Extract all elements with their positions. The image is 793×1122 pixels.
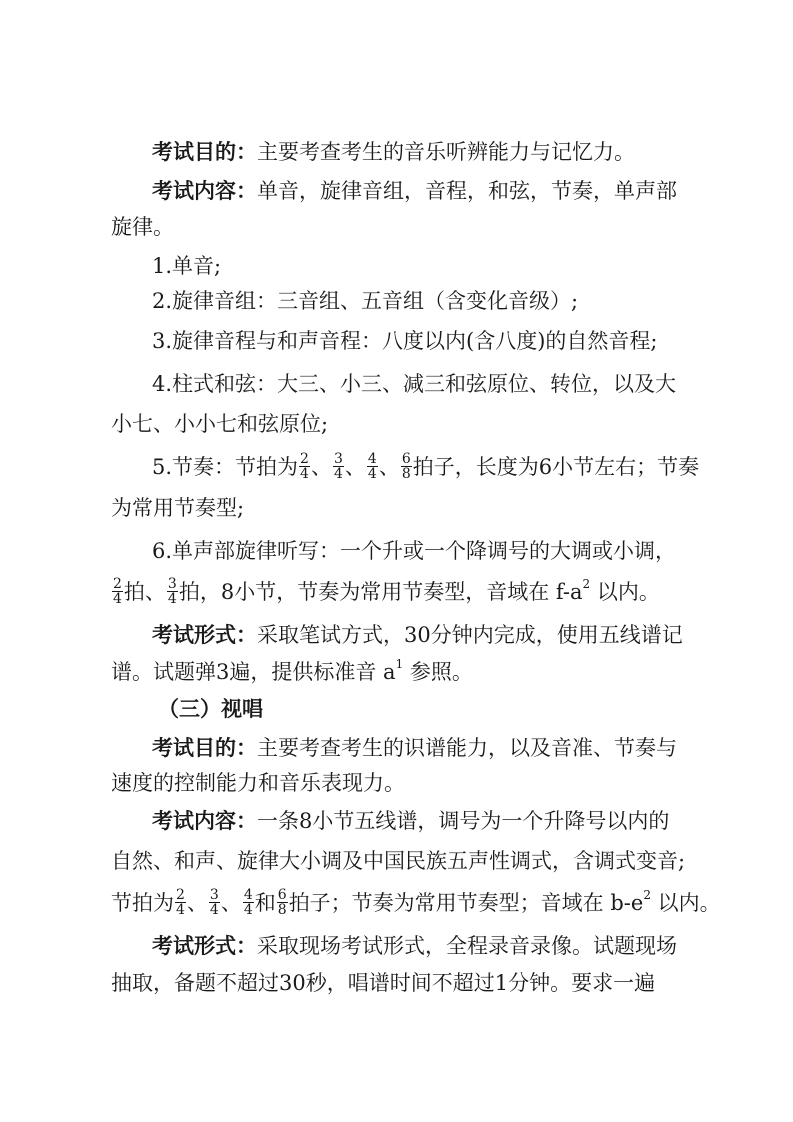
fraction-2-4: $\frac{2}{4}$ — [300, 451, 309, 482]
purpose-text-continued: 速度的控制能力和音乐表现力。 — [111, 771, 405, 795]
fraction-4-4: $\frac{4}{4}$ — [367, 451, 377, 482]
item-5-continued — [111, 493, 686, 523]
content-text: 一条8小节五线谱，调号为一个升降号以内的 — [257, 809, 670, 833]
listening-form-line-2: 谱。试题弹3遍，提供标准音 $a^1$ 参照。 — [111, 657, 473, 684]
item-5-suffix: 拍子，长度为6小节左右；节奏 — [412, 455, 700, 479]
form-text: 采取笔试方式，30分钟内完成，使用五线谱记 — [257, 623, 683, 647]
fraction-2-4: $\frac{2}{4}$ — [176, 887, 185, 918]
listening-form-line — [152, 620, 686, 650]
sightsinging-purpose-line-2 — [111, 768, 686, 798]
sightsinging-purpose-line — [152, 733, 686, 763]
sightsinging-form-line-2 — [111, 968, 686, 998]
fraction-2-4: $\frac{2}{4}$ — [113, 576, 122, 607]
fraction-3-4: $\frac{3}{4}$ — [167, 576, 177, 607]
item-3 — [152, 326, 686, 356]
form-label: 考试形式： — [152, 933, 257, 958]
purpose-text: 主要考查考生的音乐听辨能力与记忆力。 — [257, 140, 635, 164]
item-3-text: 3.旋律音程与和声音程：八度以内(含八度)的自然音程; — [152, 329, 658, 353]
section-heading-text: （三）视唱 — [158, 696, 263, 721]
fraction-3-4: $\frac{3}{4}$ — [209, 887, 219, 918]
item-4-text: 4.柱式和弦：大三、小三、减三和弦原位、转位，以及大 — [152, 372, 677, 396]
content-text-continued: 自然、和声、旋律大小调及中国民族五声性调式，含调式变音; — [111, 849, 686, 873]
item-4 — [152, 369, 686, 399]
content-label: 考试内容： — [152, 178, 257, 203]
fraction-4-4: $\frac{4}{4}$ — [243, 887, 253, 918]
listening-content-line-2 — [111, 212, 686, 242]
sightsinging-content-line-2 — [111, 846, 686, 876]
item-6-continued: $\frac{2}{4}$ 拍、 $\frac{3}{4}$ 拍，8小节，节奏为常用节奏型，音域在 $f-a^2$ 以内。 — [113, 576, 660, 607]
content-text-continued: 旋律。 — [111, 215, 174, 239]
item-4-text-continued: 小七、小小七和弦原位; — [111, 412, 329, 436]
sightsinging-form-line — [152, 931, 686, 961]
sightsinging-content-line — [152, 806, 686, 836]
form-label: 考试形式： — [152, 622, 257, 647]
form-text-continued: 谱。试题弹3遍，提供标准音 a — [111, 660, 396, 684]
sightsinging-content-line-3: 节拍为 $\frac{2}{4}$ 、 $\frac{3}{4}$ 、 $\frac{4}{4}$ 和 $\frac{6}{8}$ 拍子；节奏为常用节奏型；音域在 $b-e^2$ 以内。 — [111, 887, 721, 918]
section-heading — [158, 694, 733, 724]
item-2 — [152, 286, 686, 316]
form-text-continued: 抽取，备题不超过30秒，唱谱时间不超过1分钟。要求一遍 — [111, 971, 656, 995]
fraction-6-8: $\frac{6}{8}$ — [401, 451, 411, 482]
content-label: 考试内容： — [152, 808, 257, 833]
purpose-text: 主要考查考生的识谱能力，以及音准、节奏与 — [257, 736, 677, 760]
item-4-continued — [111, 409, 686, 439]
form-text: 采取现场考试形式，全程录音录像。试题现场 — [257, 934, 677, 958]
item-1-text: 1.单音; — [152, 254, 222, 278]
listening-purpose-line — [152, 137, 686, 167]
item-5-prefix: 5.节奏：节拍为 — [152, 455, 299, 479]
fraction-3-4: $\frac{3}{4}$ — [333, 451, 343, 482]
item-6-text: 6.单声部旋律听写：一个升或一个降调号的大调或小调， — [152, 539, 677, 563]
purpose-label: 考试目的： — [152, 139, 257, 164]
purpose-label: 考试目的： — [152, 735, 257, 760]
item-5-text-continued: 为常用节奏型; — [111, 496, 245, 520]
fraction-6-8: $\frac{6}{8}$ — [277, 887, 287, 918]
listening-content-line — [152, 176, 686, 206]
item-6 — [152, 536, 686, 566]
item-5: 5.节奏：节拍为 $\frac{2}{4}$ 、 $\frac{3}{4}$ 、 $\frac{4}{4}$ 、 $\frac{6}{8}$ 拍子，长度为6小节左右；节奏 — [152, 451, 700, 482]
item-1 — [152, 251, 686, 281]
content-text: 单音，旋律音组，音程，和弦，节奏，单声部 — [257, 179, 677, 203]
item-2-text: 2.旋律音组：三音组、五音组（含变化音级）; — [152, 289, 579, 313]
